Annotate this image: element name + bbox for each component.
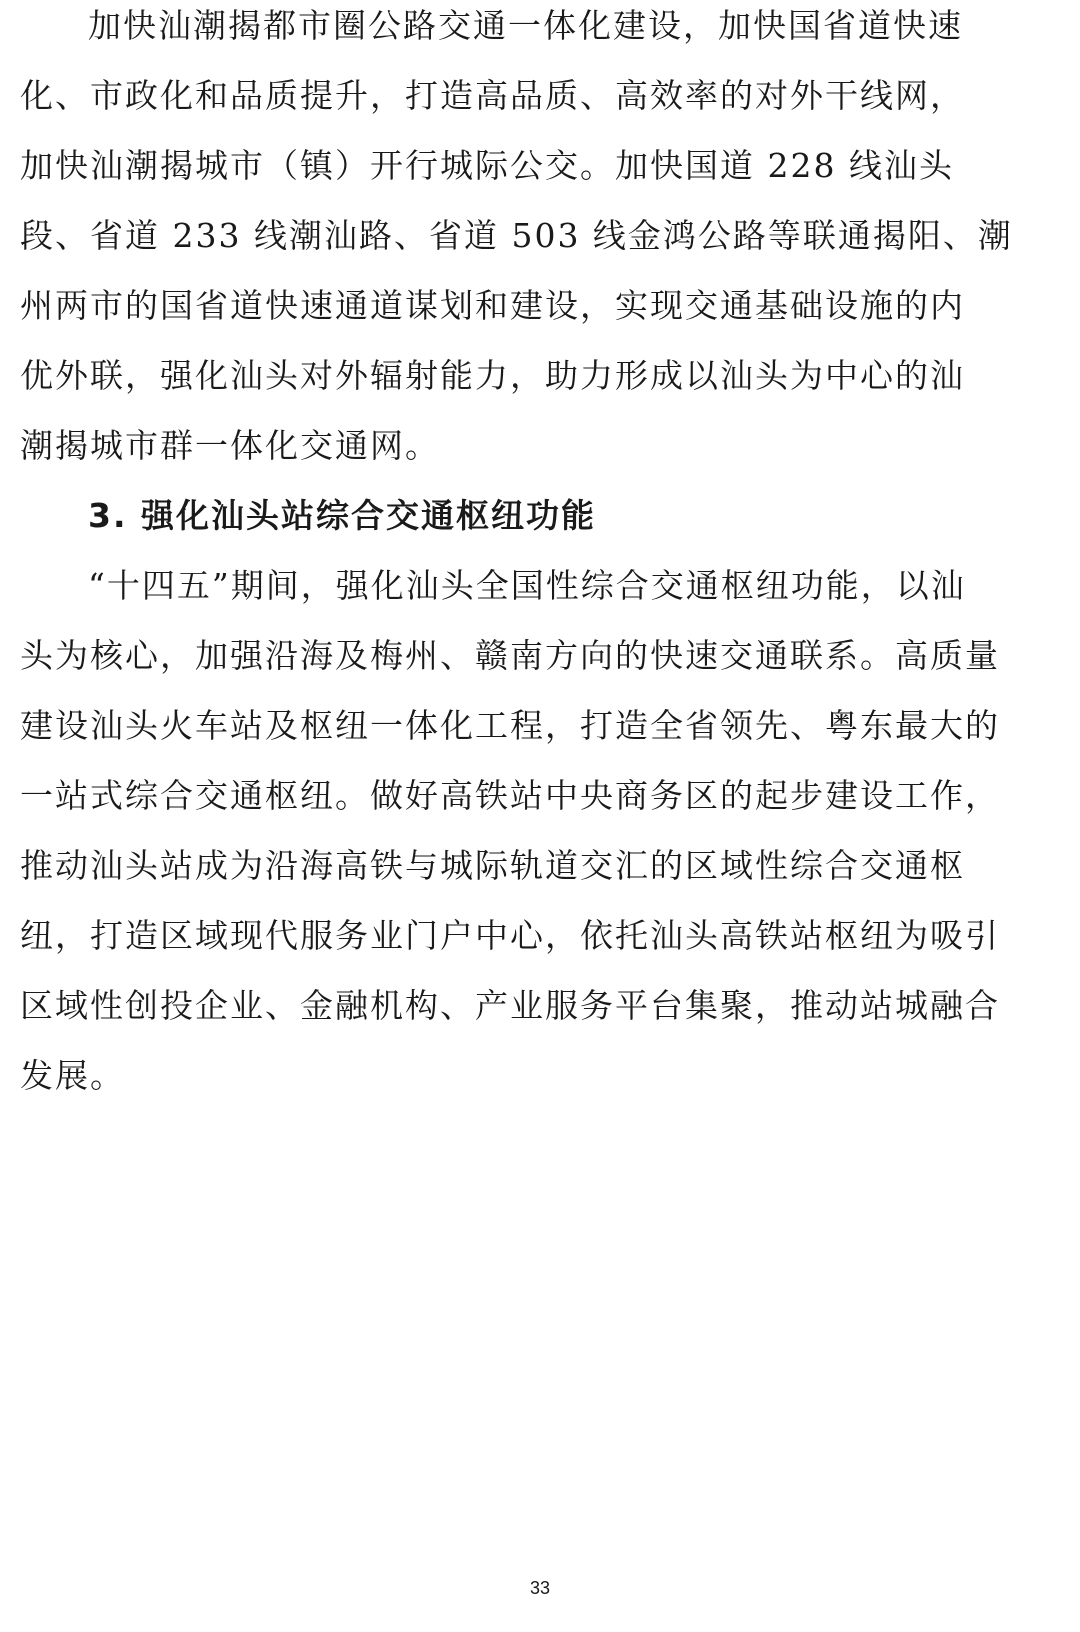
paragraph-1-line-5: 州两市的国省道快速通道谋划和建设，实现交通基础设施的内 bbox=[20, 286, 965, 325]
paragraph-2-line-2: 头为核心，加强沿海及梅州、赣南方向的快速交通联系。高质量 bbox=[20, 636, 1000, 675]
paragraph-2-line-1: “十四五”期间，强化汕头全国性综合交通枢纽功能，以汕 bbox=[88, 566, 966, 605]
paragraph-2-line-8: 发展。 bbox=[20, 1056, 125, 1095]
paragraph-2-line-7: 区域性创投企业、金融机构、产业服务平台集聚，推动站城融合 bbox=[20, 986, 1000, 1025]
paragraph-2-line-6: 纽，打造区域现代服务业门户中心，依托汕头高铁站枢纽为吸引 bbox=[20, 916, 1000, 955]
paragraph-1-line-4: 段、省道 233 线潮汕路、省道 503 线金鸿公路等联通揭阳、潮 bbox=[20, 216, 1013, 255]
section-heading: 3. 强化汕头站综合交通枢纽功能 bbox=[88, 496, 596, 535]
page-number: 33 bbox=[529, 1578, 551, 1598]
paragraph-2-line-4: 一站式综合交通枢纽。做好高铁站中央商务区的起步建设工作， bbox=[20, 776, 1000, 815]
paragraph-2-line-3: 建设汕头火车站及枢纽一体化工程，打造全省领先、粤东最大的 bbox=[20, 706, 1000, 745]
paragraph-1-line-2: 化、市政化和品质提升，打造高品质、高效率的对外干线网， bbox=[20, 76, 965, 115]
paragraph-1-line-1: 加快汕潮揭都市圈公路交通一体化建设，加快国省道快速 bbox=[88, 6, 963, 45]
paragraph-1-line-7: 潮揭城市群一体化交通网。 bbox=[20, 426, 440, 465]
paragraph-1-line-6: 优外联，强化汕头对外辐射能力，助力形成以汕头为中心的汕 bbox=[20, 356, 965, 395]
paragraph-2-line-5: 推动汕头站成为沿海高铁与城际轨道交汇的区域性综合交通枢 bbox=[20, 846, 965, 885]
paragraph-1-line-3: 加快汕潮揭城市（镇）开行城际公交。加快国道 228 线汕头 bbox=[20, 146, 954, 185]
